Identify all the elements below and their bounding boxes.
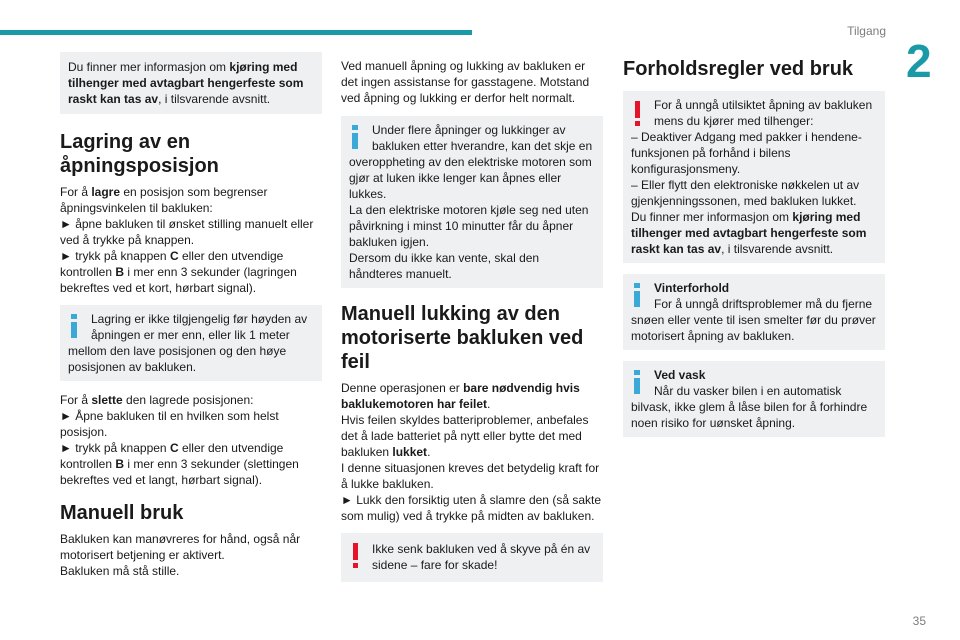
paragraph: Ved manuell åpning og lukking av bakluken er det ingen assistanse for gasstagene. Motstand ved åpning og lukking er derfor helt normalt. bbox=[341, 59, 590, 105]
step-item: ► åpne bakluken til ønsket stilling manuelt eller ved å trykke på knappen. bbox=[60, 217, 314, 247]
note-box-trailer: Du finner mer informasjon om kjøring med tilhenger med avtagbart hengerfeste som raskt kan tas av, i tilsvarende avsnitt. bbox=[60, 52, 322, 114]
info-icon bbox=[634, 283, 640, 307]
column-3 bbox=[623, 52, 885, 437]
info-box-lagring: Lagring er ikke tilgjengelig før høyden av åpningen er mer enn, eller lik 1 meter mellom den lave posisjonen og den høye posisjonen av bakluken. bbox=[60, 305, 322, 381]
page-number: 35 bbox=[912, 614, 926, 628]
step-item: ► Åpne bakluken til en hvilken som helst posisjon. bbox=[60, 409, 279, 439]
paragraph: Denne operasjonen er bare nødvendig hvis baklukemotoren har feilet. bbox=[341, 381, 580, 411]
heading-lagring: Lagring av en åpningsposisjon bbox=[60, 131, 219, 177]
paragraph: For å lagre en posisjon som begrenser åpningsvinkelen til bakluken: bbox=[60, 185, 268, 215]
info-box-winter: Vinterforhold For å unngå driftsproblemer må du fjerne snøen eller vente til isen smelter før du prøver motorisert åpning av bakluken. bbox=[623, 274, 885, 350]
warning-box-lowering: Ikke senk bakluken ved å skyve på én av sidene – fare for skade! bbox=[341, 533, 603, 582]
column-2 bbox=[341, 52, 603, 582]
warning-icon bbox=[635, 101, 640, 127]
info-icon bbox=[352, 125, 358, 149]
step-item: ► trykk på knappen C eller den utvendige kontrollen B i mer enn 3 sekunder (lagringen bekreftes ved et kort, hørbart signal). bbox=[60, 249, 297, 295]
warning-icon bbox=[353, 543, 358, 569]
heading-manuell: Manuell bruk bbox=[60, 502, 184, 524]
step-item: ► Lukk den forsiktig uten å slamre den (så sakte som mulig) ved å trykke på midten av bakluken. bbox=[341, 493, 602, 523]
column-1 bbox=[60, 52, 322, 579]
paragraph: Bakluken kan manøvreres for hånd, også når motorisert betjening er aktivert. bbox=[60, 532, 301, 562]
paragraph: I denne situasjonen kreves det betydelig kraft for å lukke bakluken. bbox=[341, 461, 600, 491]
info-box-overheating: Under flere åpninger og lukkinger av bakluken etter hverandre, kan det skje en overoppheting av den elektriske motoren som gjør at luken ikke lenger kan åpnes eller lukkes. La den elektriske motoren kjøle seg ned uten påvirkning i minst 10 minutter får du åpner bakluken igjen. Dersom du ikke kan vente, skal den håndteres manuelt. bbox=[341, 116, 603, 288]
paragraph: Hvis feilen skyldes batteriproblemer, anbefales det å lade batteriet på nytt eller bytte det med bakluken lukket. bbox=[341, 413, 589, 459]
section-title: Tilgang bbox=[847, 24, 886, 38]
info-box-wash: Ved vask Når du vasker bilen i en automatisk bilvask, ikke glem å låse bilen for å forhindre noen risiko for uønsket åpning. bbox=[623, 361, 885, 437]
info-icon bbox=[634, 370, 640, 394]
heading-feil: Manuell lukking av den motoriserte bakluken ved feil bbox=[341, 303, 584, 373]
heading-forhold: Forholdsregler ved bruk bbox=[623, 58, 854, 80]
paragraph: For å slette den lagrede posisjonen: bbox=[60, 393, 254, 407]
warning-box-trailer: For å unngå utilsiktet åpning av bakluken mens du kjører med tilhenger: – Deaktiver Adgang med pakker i hendene-funksjonen på forhånd i bilens konfigurasjonsmeny. – Eller flytt den elektroniske nøkkelen ut av gjenkjenningssonen, med bakluken lukket. Du finner mer informasjon om kjøring med tilhenger med avtagbart hengerfeste som raskt kan tas av, i tilsvarende avsnitt. bbox=[623, 91, 885, 263]
info-icon bbox=[71, 314, 77, 338]
paragraph: Bakluken må stå stille. bbox=[60, 564, 180, 578]
header-accent-bar bbox=[0, 30, 472, 35]
step-item: ► trykk på knappen C eller den utvendige kontrollen B i mer enn 3 sekunder (slettingen bekreftes ved et langt, hørbart signal). bbox=[60, 441, 299, 487]
chapter-number: 2 bbox=[906, 35, 932, 87]
